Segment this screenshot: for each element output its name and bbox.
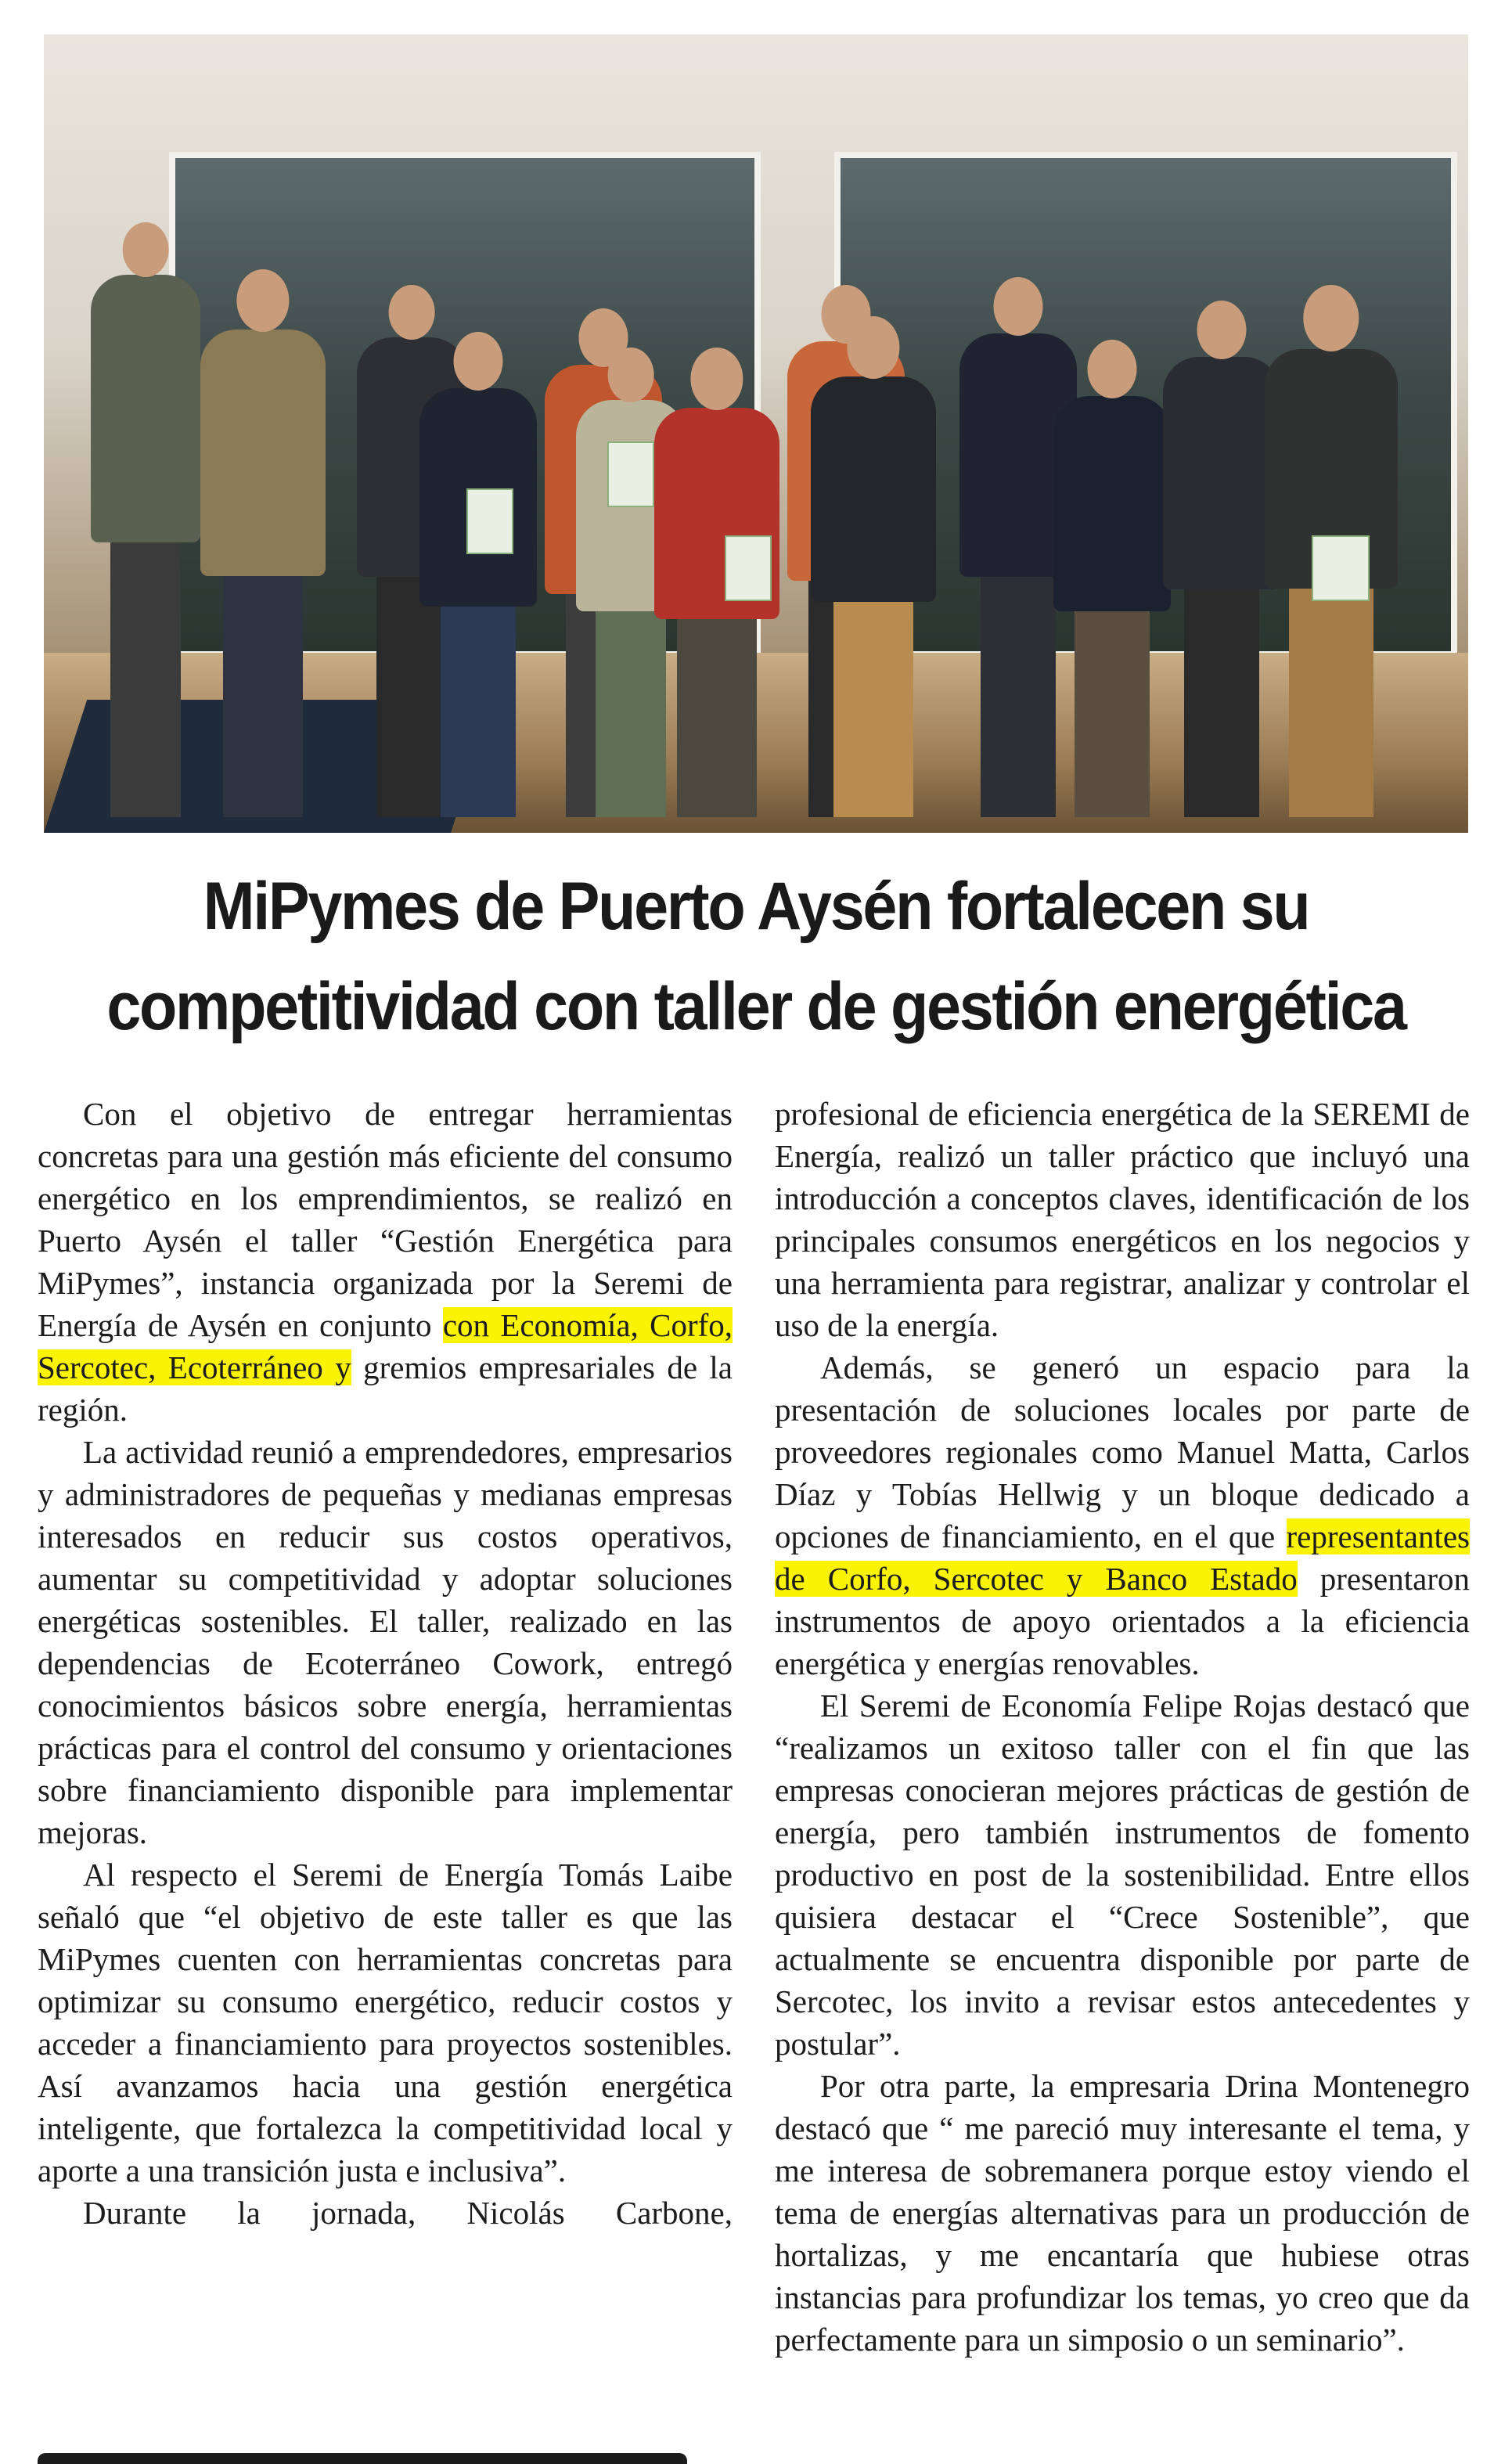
- person-head: [454, 332, 503, 391]
- paragraph: El Seremi de Economía Felipe Rojas destacó que “realizamos un exitoso taller con el fin que las empresas conocieran mejores prácticas de gestión de energía, pero también instrumentos de fomento productivo en post de la sostenibilidad. Entre ellos quisiera destacar el “Crece Sostenible”, que actualmente se encuentra disponible por parte de Sercotec, los invito a revisar estos antecedentes y postular”.: [775, 1688, 1470, 2062]
- person: [200, 269, 326, 817]
- booklet: [1312, 535, 1370, 601]
- person-head: [1197, 301, 1247, 359]
- person-legs: [677, 619, 757, 817]
- person-legs: [1184, 589, 1259, 817]
- person-legs: [441, 607, 516, 817]
- group-photo: [44, 34, 1468, 833]
- paragraph: La actividad reunió a emprendedores, empresarios y administradores de pequeñas y medianas empresas interesados en reducir sus costos operativos, aumentar su competitividad y adoptar soluciones energéticas sostenibles. El taller, realizado en las dependencias de Ecoterráneo Cowork, entregó conocimientos básicos sobre energía, herramientas prácticas para el control del consumo y orientaciones sobre financiamiento disponible para implementar mejoras.: [38, 1434, 733, 1850]
- paragraph: profesional de eficiencia energética de la SEREMI de Energía, realizó un taller práctico que incluyó una introducción a conceptos claves, identificación de los principales consumos energéticos en los negocios y una herramienta para registrar, analizar y controlar el uso de la energía.: [775, 1096, 1470, 1343]
- person-torso: [91, 275, 200, 542]
- person: [1163, 301, 1280, 817]
- person-legs: [833, 602, 913, 817]
- footer-bar: [38, 2453, 687, 2464]
- article-headline: MiPymes de Puerto Aysén fortalecen su competitividad con taller de gestión energética: [106, 869, 1406, 1044]
- booklet: [607, 441, 654, 507]
- person-torso: [811, 376, 936, 602]
- paragraph: Con el objetivo de entregar herramientas concretas para una gestión más eficiente del consumo energético en los emprendimientos, se realizó en Puerto Aysén el taller “Gestión Energética para MiPymes”, instancia organizada por la Seremi de Energía de Aysén en conjunto con Economía, Corfo, Sercotec, Ecoterráneo y gremios empresariales de la región.: [38, 1096, 733, 1428]
- paragraph: Durante la jornada, Nicolás Carbone,: [83, 2195, 733, 2231]
- person-torso: [1053, 396, 1171, 611]
- paragraph: Al respecto el Seremi de Energía Tomás Laibe señaló que “el objetivo de este taller es que las MiPymes cuenten con herramientas concretas para optimizar su consumo energético, reducir costos y acceder a financiamiento para proyectos sostenibles. Así avanzamos hacia una gestión energética inteligente, que fortalezca la competitividad local y aporte a una transición justa e inclusiva”.: [38, 1857, 733, 2188]
- person: [91, 222, 200, 817]
- person-head: [123, 222, 169, 277]
- person-head: [994, 277, 1043, 336]
- person-head: [847, 316, 899, 379]
- person: [1053, 340, 1171, 817]
- person-head: [690, 348, 743, 410]
- person: [419, 332, 537, 817]
- person-torso: [200, 330, 326, 576]
- person-head: [236, 269, 289, 332]
- person-legs: [223, 576, 303, 817]
- person-legs: [1289, 589, 1374, 817]
- person-torso: [1163, 357, 1280, 589]
- left-column: [38, 1093, 733, 2234]
- person-legs: [981, 577, 1056, 818]
- paragraph: Además, se generó un espacio para la presentación de soluciones locales por parte de proveedores regionales como Manuel Matta, Carlos Díaz y Tobías Hellwig y un bloque dedicado a opciones de financiamiento, en el que representantes de Corfo, Sercotec y Banco Estado presentaron instrumentos de apoyo orientados a la eficiencia energética y energías renovables.: [775, 1349, 1470, 1681]
- booklet: [466, 488, 513, 554]
- paragraph: Por otra parte, la empresaria Drina Montenegro destacó que “ me pareció muy interesante el tema, y me interesa de sobremanera porque estoy viendo el tema de energías alternativas para un producción de hortalizas, y me encantaría que hubiese otras instancias para profundizar los temas, yo creo que da perfectamente para un simposio o un seminario”.: [775, 2068, 1470, 2358]
- highlighted-text: con Economía, Corfo, Sercotec, Ecoterráneo y: [38, 1307, 733, 1385]
- person-legs: [110, 542, 181, 817]
- person: [811, 316, 936, 817]
- booklet: [725, 535, 772, 601]
- highlighted-text: representantes de Corfo, Sercotec y Banco Estado: [775, 1518, 1470, 1597]
- person-head: [1088, 340, 1137, 398]
- person-head: [608, 348, 654, 402]
- person-head: [1303, 285, 1359, 351]
- right-column: [775, 1093, 1470, 2361]
- person-legs: [1075, 611, 1150, 818]
